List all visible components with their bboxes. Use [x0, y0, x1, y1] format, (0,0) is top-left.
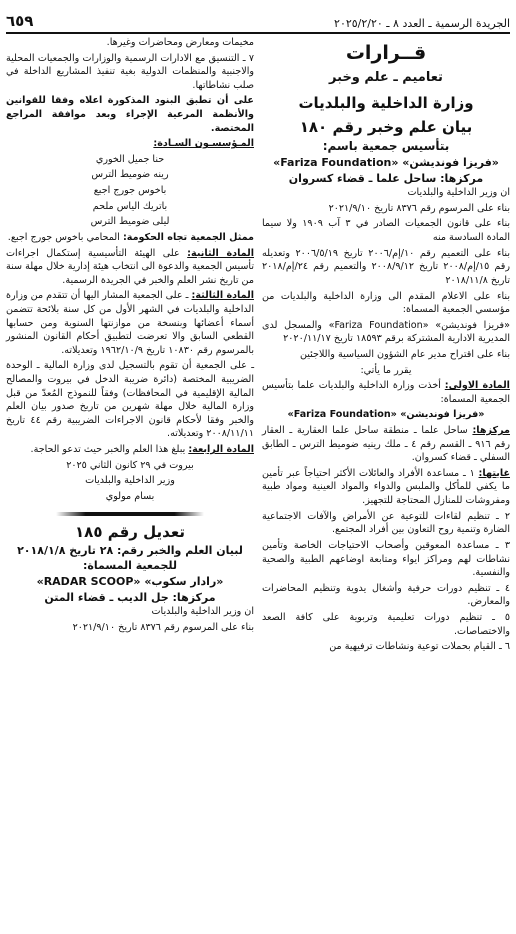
para: بناء على قانون الجمعيات الصادر في ٣ آب ١٩٠٩ ولا سيما المادة السادسة منه	[262, 218, 511, 244]
article-1-name: «فريزا فونديشن» «Fariza Foundation»	[287, 409, 485, 421]
association-name: «فريزا فونديشن» «Fariza Foundation»	[273, 156, 499, 170]
goal-4: ٤ ـ تنظيم دورات حرفية وأشغال يدوية وتنظيم المحاضرات والمعارض.	[262, 582, 510, 608]
founders-list	[6, 153, 254, 229]
para: بناء على المرسوم رقم ٨٣٧٦ تاريخ ٢٠٢١/٩/١٠	[328, 202, 510, 214]
rep-head: ممثل الجمعية تجاه الحكومة:	[122, 231, 254, 243]
minister-title: وزير الداخلية والبلديات	[85, 475, 175, 487]
para: ان وزير الداخلية والبلديات	[407, 187, 510, 199]
article-1-text: أخذت وزارة الداخلية والبلديات علما بتأسيس الجمعية المسماة:	[262, 380, 510, 405]
section-title: قــرارات	[345, 42, 427, 64]
para: يقرر ما يأتي:	[360, 364, 412, 376]
amendment-hq: مركزها: جل الديب ـ قضاء المتن	[44, 590, 216, 604]
article-4	[6, 443, 254, 457]
article-4-text: يبلغ هذا العلم والخبر حيث تدعو الحاجة.	[30, 444, 186, 456]
goal-3: ٣ ـ مساعدة المعوقين وأصحاب الاحتياجات الخاصة وتأمين نشاطات لهم ومراكز ايواء ومتابعة اوضاعهم الطبية والصحية والنفسية.	[262, 539, 510, 579]
founder: رينه ضوميط الترس	[91, 169, 169, 181]
para: «فريزا فونديشن» «Fariza Foundation» والمسجل لدى المديرية الادارية المشتركة برقم ١٨٥٩٣ تاريخ ٢٠٢٠/١١/١٧	[262, 319, 510, 345]
article-2-text: على الهيئة التأسيسية إستكمال اجراءات تأسيس الجمعية والدعوة الى انتخاب هيئة إدارية خلال مهلة سنة من تاريخ نشر العلم والخبر في الجريدة الرسمية.	[6, 247, 254, 286]
amendment-name: «رادار سكوب» «RADAR SCOOP»	[36, 575, 224, 589]
establishment-line: بتأسيس جمعية باسم:	[322, 139, 450, 154]
notice-heading: بيان علم وخبر رقم ١٨٠	[299, 117, 473, 136]
goal-2: ٢ ـ تنظيم لقاءات للتوعية عن الأمراض والآفات الاجتماعية الضارة وتنمية روح التعاون بين أفراد المجتمع.	[262, 510, 510, 536]
article-3b: ـ على الجمعية أن تقوم بالتسجيل لدى وزارة المالية ـ الوحدة الضريبية المختصة (دائرة ضريبة الدخل في بيروت والمصالح المالية الإقليمية في المحافظات) وفقاً للنموذج المُعدّ من قبل وزارة المالية خلال مهلة شهرين من تاريخ صدور بيان العلم والخبر وفقا لأحكام قانون الاجراءات الضريبية رقم ٤٤ تاريخ ٢٠٠٨/١١/١١ وتعديلاته.	[6, 360, 254, 440]
section-divider	[56, 512, 205, 516]
article-2-head: المادة الثانية:	[187, 247, 255, 259]
representative	[6, 231, 254, 245]
goals-head: غايتها:	[478, 467, 510, 479]
founder: ليلى ضوميط الترس	[90, 216, 170, 228]
amendment-for: للجمعية المسماة:	[83, 559, 177, 573]
amendment-line: لبيان العلم والخبر رقم: ٢٨ تاريخ ٢٠١٨/١/٨	[17, 543, 243, 557]
amendment-title: تعديل رقم ١٨٥	[75, 522, 185, 541]
hq-head: مركزها:	[472, 425, 510, 437]
hq-detail	[262, 424, 510, 465]
goal-5: ٥ ـ تنظيم دورات تعليمية وتربوية على كافة الصعد والاختصاصات.	[262, 611, 510, 637]
para: على أن تطبق البنود المذكورة اعلاه وفقا للقوانين والأنظمة المرعية الإجراء وبعد موافقة المراجع المختصة.	[6, 95, 254, 134]
page-header	[6, 6, 510, 34]
founder: حنا جميل الخوري	[95, 153, 165, 165]
para: مخيمات ومعارض ومحاضرات وغيرها.	[106, 37, 254, 48]
para: بناء على المرسوم رقم ٨٣٧٦ تاريخ ٢٠٢١/٩/١٠	[72, 621, 254, 633]
para: بناء على الاعلام المقدم الى وزارة الداخلية والبلديات من مؤسسي الجمعية المسماة:	[262, 290, 510, 316]
section-subtitle: تعاميم ـ علم وخبر	[329, 69, 443, 85]
article-2	[6, 247, 254, 288]
para: بناء على التعميم رقم ١٠/إم/٢٠٠٦ تاريخ ٢٠٠٦/٥/١٩ وتعديله رقم ١٥/إم/٢٠٠٨ تاريخ ٢٠٠٨/٩/١٢ والتعميم رقم ٢٤/إم/٢٠١٨ تاريخ ٢٠١٨/١١/٨	[262, 247, 511, 286]
hq-text: ساحل علما ـ منطقة ساحل علما العقارية ـ العقار رقم ٩١٦ ـ القسم رقم ٤ ـ ملك رينيه ضوميط الترس ـ الطابق السفلي ـ قضاء كسروان.	[262, 425, 511, 464]
left-column	[6, 36, 254, 930]
para: ان وزير الداخلية والبلديات	[151, 606, 254, 618]
right-column	[262, 36, 510, 930]
rep-text: المحامي باخوس جورج اجبع.	[7, 231, 120, 243]
goal-6: ٦ ـ القيام بحملات توعية ونشاطات ترفيهية من	[329, 641, 510, 653]
ministry-heading: وزارة الداخلية والبلديات	[298, 94, 474, 113]
header-title: الجريدة الرسمية ـ العدد ٨ ـ ٢٠٢٥/٢/٢٠	[334, 17, 510, 30]
article-3-text: ـ على الجمعية المشار اليها أن تتقدم من وزارة الداخلية والبلديات في الشهر الأول من كل سنة بلائحة تتضمن أسماء أعضائها وبنسخة من موازنتها السنوية ومن حسابها القطعي السابق والا تعرضت لتطبيق أحكام القانون المنشور بالمرسوم رقم ١٠٨٣٠ تاريخ ١٩٦٢/١٠/٩ وتعديلاته.	[6, 290, 254, 356]
sign-date: بيروت في ٢٩ كانون الثاني ٢٠٢٥	[66, 459, 194, 471]
page-number: ٦٥٩	[6, 12, 34, 30]
founders-heading: المـؤسسـون السـادة:	[153, 138, 254, 150]
columns	[6, 36, 510, 930]
founder: باخوس جورج اجبع	[93, 185, 167, 197]
article-1	[262, 379, 510, 406]
para: ٧ ـ التنسيق مع الادارات الرسمية والوزارات والجمعيات المحلية والاجنبية والمنظمات الدولية بغية تنفيذ المشاريع الداخلة في صلب نشاطاتها.	[6, 52, 254, 91]
founder: باتريك الياس ملحم	[92, 200, 168, 212]
goal-1-text: ١ ـ مساعدة الأفراد والعائلات الأكثر احتياجاً عبر تأمين ما يكفي للمأكل والملبس والدواء والمواد العينية ومواد طبية ومفروشات للمنازل المحتاجة للتجهيز.	[262, 467, 510, 507]
para: بناء على اقتراح مدير عام الشؤون السياسية واللاجئين	[299, 348, 510, 360]
goal-1	[262, 467, 510, 508]
headquarters: مركزها: ساحل علما ـ قضاء كسروان	[288, 171, 484, 185]
article-4-head: المادة الرابعة:	[188, 444, 254, 456]
article-3-head: المادة الثالثة:	[191, 290, 254, 302]
article-1-head: المادة الاولى:	[444, 380, 510, 392]
minister-name: بسام مولوي	[105, 490, 155, 502]
article-3	[6, 289, 254, 357]
